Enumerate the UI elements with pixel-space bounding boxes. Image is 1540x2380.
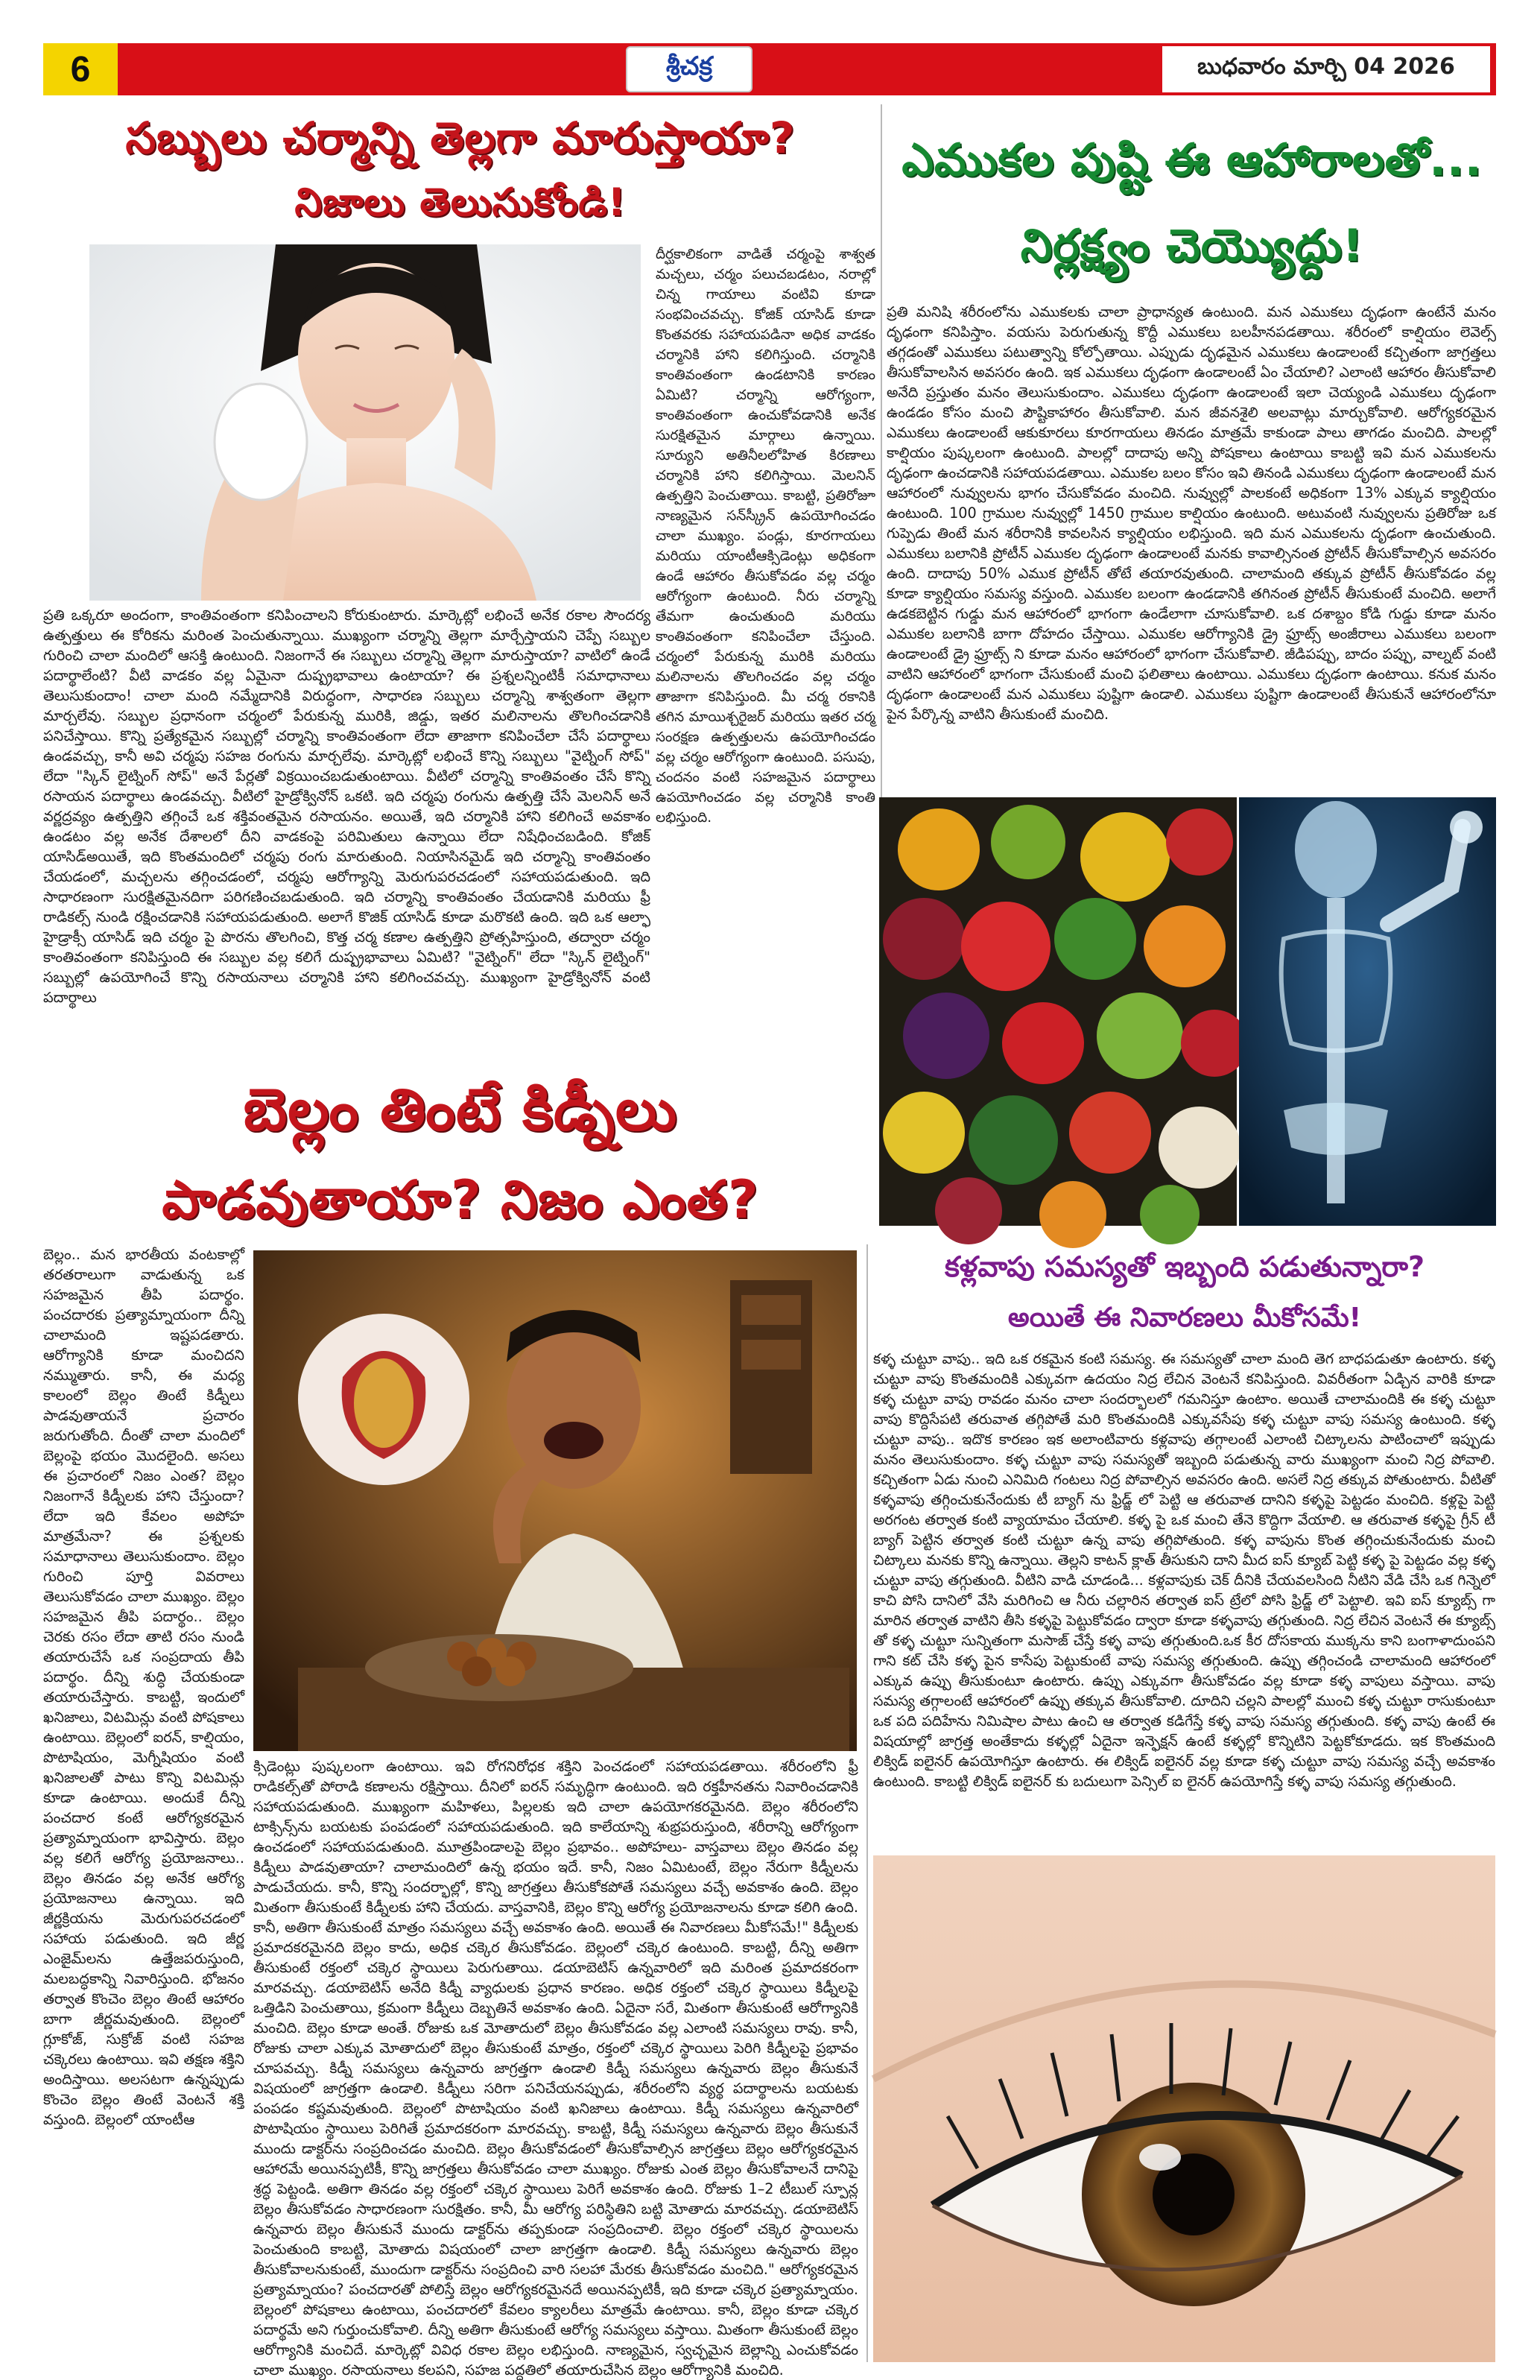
article4-body: కళ్ళ చుట్టూ వాపు.. ఇది ఒక రకమైన కంటి సమస్య. ఈ సమస్యతో చాలా మంది తెగ బాధపడుతూ ఉంటారు. కళ్ళ చుట్టూ వాపు కొంతమందికి ఎక్కువగా ఉదయం నిద్ర లేచిన వెంటనే కనిపిస్తుంది. వివరీతంగా ఏడ్చిన వారికి కూడా కళ్ళ చుట్టూ వాపు రావడం మనం చాలా సందర్భాలలో గమనిస్తూ ఉంటాం. అయితే చాలామందికి ఈ కళ్ళ చుట్టూ వాపు కొద్దిసేపటి తరువాత తగ్గిపోతే మరి కొంతమందికి ఎక్కువసేపు కళ్ళ చుట్టూ వాపు సమస్య ఉంటుంది. కళ్ళ చుట్టూ వాపు.. ఇదొక కారణం ఇక అలాంటివారు కళ్లవాపు తగ్గాలంటే ఎలాంటి చిట్కాలను పాటించాలో ఇప్పుడు మనం తెలుసుకుందాం. కళ్ళ చుట్టూ వాపు సమస్యతో ఇబ్బంది పడుతున్న వారు ముఖ్యంగా మంచి నిద్ర పోవాలి. కచ్చితంగా ఏడు నుంచి ఎనిమిది గంటలు నిద్ర పోవాల్సిన అవసరం ఉంది. అసలే నిద్ర తక్కువ పోతుంటారు. వీటితో కళ్ళవాపు తగ్గించుకునేందుకు టీ బ్యాగ్ ను ఫ్రిడ్జ్ లో పెట్టి ఆ తరువాత దానిని కళ్ళపై పెట్టడం మంచిది. కళ్లపై పెట్టి అరగంట తర్వాత కంటి వ్యాయామం చేయాలి. కళ్ళ పై ఒక మంచి తేనె కొద్దిగా వేయాలి. ఆ తరువాత కళ్ళపై గ్రీన్ టీ బ్యాగ్ పెట్టిన తర్వాత కంటి చుట్టూ ఉన్న వాపు తగ్గిపోతుంది. కళ్ళ వాపును కొంత తగ్గించుకునేందుకు మంచి చిట్కాలు మనకు కొన్ని ఉన్నాయి. తెల్లని కాటన్ క్లాత్ తీసుకుని దాని మీద ఐస్ క్యూబ్ పెట్టి కళ్ళ పై పెట్టడం వల్ల కళ్ళ చుట్టూ వాపు తగ్గుతుంది. వీటిని వాడి చూడండి... కళ్లవాపుకు చెక్ దీనికి చేయవలసింది నీటిని వేడి చేసి ఒక గిన్నెలో కాచి పోసి దానిలో వేసి మరిగించి ఆ నీరు చల్లారిన తర్వాత ఐస్ ట్రేలో పోసి ఫ్రిడ్జ్ లో పెట్టాలి. ఇవి ఐస్ క్యూబ్స్ గా మారిన తర్వాత వాటిని తీసి కళ్ళపై పెట్టుకోవడం ద్వారా కూడా కళ్ళవాపు తగ్గుతుంది. నిద్ర లేచిన వెంటనే ఈ క్యూబ్స్ తో కళ్ళ చుట్టూ సున్నితంగా మసాజ్ చేస్తే కళ్ళ వాపు తగ్గుతుంది.ఒక కీర దోసకాయ ముక్కను కాని బంగాళాదుంపని గాని కట్ చేసి కళ్ళ పైన కాసేపు పెట్టుకుంటే వాపు సమస్య తగ్గుతుంది. ఉప్పు తగ్గించండి చాలామంది ఆహారంలో ఎక్కువ ఉప్పు తీసుకుంటూ ఉంటారు. ఉప్పు ఎక్కువగా తీసుకోవడం వల్ల కూడా కళ్ళ వాపులు వస్తాయి. వాపు సమస్య తగ్గాలంటే ఆహారంలో ఉప్పు తక్కువ తీసుకోవాలి. దూదిని చల్లని పాలల్లో ముంచి కళ్ళ చుట్టూ రాసుకుంటూ ఒక పది పదిహేను నిమిషాల పాటు ఉంచి ఆ తర్వాత కడిగేస్తే కళ్ళ వాపు సమస్య తగ్గుతుంది. కళ్ళ వాపు ఉంటే ఈ విషయాల్లో జాగ్రత్త అంతేకాదు కళ్ళల్లో ఏదైనా ఇన్ఫెక్షన్ ఉంటే కళ్ళల్లో కొన్నిటిని పెట్టకోకూడదు. ఇక కొంతమంది లిక్విడ్ ఐలైనర్ ఉపయోగిస్తూ ఉంటారు. ఈ లిక్విడ్ ఐలైనర్ వల్ల కూడా కళ్ళ చుట్టూ వాపు సమస్య వచ్చే అవకాశం ఉంటుంది. కాబట్టి లిక్విడ్ ఐలైనర్ కు బదులుగా పెన్సిల్ ఐ లైనర్ ఉపయోగిస్తే కళ్ళ వాపు సమస్య తగ్గుతుంది.: [873, 1350, 1495, 1790]
column-divider: [866, 1244, 868, 2362]
article2-headline-line2: నిర్లక్ష్యం చెయ్యొద్దు!: [1020, 220, 1364, 272]
eye-closeup-photo: [873, 1855, 1495, 2362]
article2-headline-line1: ఎముకల పుష్టి ఈ ఆహారాలతో...: [901, 134, 1483, 186]
article1-body: ప్రతి ఒక్కరూ అందంగా, కాంతివంతంగా కనిపించాలని కోరుకుంటారు. మార్కెట్లో లభించే అనేక రకాల సౌందర్య ఉత్పత్తులు ఈ కోరికను మరింత పెంచుతున్నాయి. ముఖ్యంగా చర్మాన్ని తెల్లగా మార్చేస్తాయని చెప్పే సబ్బుల గురించి చాలా మందిలో ఆసక్తి ఉంటుంది. నిజంగానే ఈ సబ్బులు చర్మాన్ని తెల్లగా మారుస్తాయా? వాటిలో ఉండే పదార్థాలేంటి? వీటి వాడకం వల్ల ఏమైనా దుష్ప్రభావాలు ఉంటాయా? ఈ ప్రశ్నలన్నింటికీ సమాధానాలు తెలుసుకుందాం! చాలా మంది నమ్మేదానికి విరుద్ధంగా, సాధారణ సబ్బులు చర్మాన్ని శాశ్వతంగా తెల్లగా మార్చలేవు. సబ్బుల ప్రధానంగా చర్మంలో పేరుకున్న మురికి, జిడ్డు, ఇతర మలినాలను తొలగించడానికి పనిచేస్తాయి. కొన్ని ప్రత్యేకమైన సబ్బుల్లో చర్మాన్ని కాంతివంతంగా లేదా తాజాగా కనిపించేలా చేసే పదార్థాలు ఉండవచ్చు, కానీ అవి చర్మపు సహజ రంగును మార్చలేవు. మార్కెట్లో లభించే కొన్ని సబ్బులు "వైట్నింగ్ సోప్" లేదా "స్కిన్ లైట్నింగ్ సోప్" అనే పేర్లతో విక్రయించబడుతుంటాయి. వీటిలో చర్మాన్ని కాంతివంతం చేసే కొన్ని రసాయన పదార్థాలు ఉండవచ్చు. వీటిలో హైడ్రోక్వినోన్ ఒకటి. ఇది చర్మపు రంగును ఉత్పత్తి చేసే మెలనిన్ అనే వర్ణద్రవ్యం ఉత్పత్తిని తగ్గించే ఒక శక్తివంతమైన రసాయనం. అయితే, ఇది చర్మానికి హాని కలిగించే అవకాశం ఉండటం వల్ల అనేక దేశాలలో దీని వాడకంపై పరిమితులు ఉన్నాయి లేదా నిషేధించబడింది. కోజిక్ యాసిడ్‌అయితే, ఇది కొంతమందిలో చర్మపు రంగు మారుతుంది. నియాసినమైడ్ ఇది చర్మాన్ని కాంతివంతం చేయడంలో, మచ్చలను తగ్గించడంలో, చర్మపు ఆరోగ్యాన్ని మెరుగుపరచడంలో సహాయపడుతుంది. ఇది సాధారణంగా సురక్షితమైనదిగా పరిగణించబడుతుంది. ఇది చర్మాన్ని కాంతివంతం చేయడానికి మరియు ఫ్రీ రాడికల్స్ నుండి రక్షించడానికి సహాయపడుతుంది. అలాగే కొజిక్ యాసిడ్ కూడా మరొకటి ఉంది. ఇది ఒక ఆల్ఫా హైడ్రాక్సీ యాసిడ్ ఇది చర్మం పై పొరను తొలగించి, కొత్త చర్మ కణాల ఉత్పత్తిని ప్రోత్సహిస్తుంది, తద్వారా చర్మం కాంతివంతంగా కనిపిస్తుంది ఈ సబ్బుల వల్ల కలిగే దుష్ప్రభావాలు ఏమిటి? "వైట్నింగ్" లేదా "స్కిన్ లైట్నింగ్" సబ్బుల్లో ఉపయోగించే కొన్ని రసాయనాలు చర్మానికి హాని కలిగించవచ్చు. ముఖ్యంగా హైడ్రోక్వినోన్ వంటి పదార్థాలు: [43, 607, 650, 1006]
woman-with-soap-photo: [89, 244, 641, 601]
article1-side-column: దీర్ఘకాలికంగా వాడితే చర్మంపై శాశ్వత మచ్చలు, చర్మం పలుచబడటం, నరాల్లో చిన్న గాయాలు వంటివి కూడా సంభవించవచ్చు. కోజిక్ యాసిడ్ కూడా కొంతవరకు సహాయపడినా అధిక వాడకం చర్మానికి హాని కలిగిస్తుంది. చర్మానికి కాంతివంతంగా ఉండటానికి కారణం ఏమిటి? చర్మాన్ని ఆరోగ్యంగా, కాంతివంతంగా ఉంచుకోవడానికి అనేక సురక్షితమైన మార్గాలు ఉన్నాయి. సూర్యుని అతినీలలోహిత కిరణాలు చర్మానికి హాని కలిగిస్తాయి. మెలనిన్ ఉత్పత్తిని పెంచుతాయి. కాబట్టి, ప్రతిరోజూ నాణ్యమైన సన్‌స్క్రీన్ ఉపయోగించడం చాలా ముఖ్యం. పండ్లు, కూరగాయలు మరియు యాంటీఆక్సిడెంట్లు అధికంగా ఉండే ఆహారం తీసుకోవడం వల్ల చర్మం ఆరోగ్యంగా ఉంటుంది. నీరు చర్మాన్ని తేమగా ఉంచుతుంది మరియు కాంతివంతంగా కనిపించేలా చేస్తుంది. చర్మంలో పేరుకున్న మురికి మరియు మలినాలను తొలగించడం వల్ల చర్మం తాజాగా కనిపిస్తుంది. మీ చర్మ రకానికి తగిన మాయిశ్చరైజర్ మరియు ఇతర చర్మ సంరక్షణ ఉత్పత్తులను ఉపయోగించడం వల్ల చర్మం ఆరోగ్యంగా ఉంటుంది. పసుపు, చందనం వంటి సహజమైన పదార్థాలు ఉపయోగించడం వల్ల చర్మానికి కాంతి లభిస్తుంది.: [656, 247, 875, 826]
article4-headline-line2: అయితే ఈ నివారణలు మీకోసమే!: [1007, 1303, 1362, 1333]
vegetables-photo: [879, 797, 1237, 1226]
article3-headline-line1: బెల్లం తింటే కిడ్నీలు: [243, 1077, 678, 1144]
article4-headline-line1: కళ్లవాపు సమస్యతో ఇబ్బంది పడుతున్నారా?: [944, 1250, 1425, 1283]
article2-body: ప్రతి మనిషి శరీరంలోను ఎముకలకు చాలా ప్రాధాన్యత ఉంటుంది. మన ఎముకలు దృఢంగా ఉంటేనే మనం దృఢంగా కనిపిస్తాం. వయసు పెరుగుతున్న కొద్దీ ఎముకలు బలహీనపడతాయి. శరీరంలో కాల్షియం లెవెల్స్ తగ్గడంతో ఎముకలు పటుత్వాన్ని కోల్పోతాయి. ఎప్పుడు దృఢమైన ఎముకలు ఉండాలంటే కచ్చితంగా జాగ్రత్తలు తీసుకోవాలసిన అవసరం ఉంది. ఇక ఎముకలు దృఢంగా ఉండాలంటే ఏం చేయాలి? ఎలాంటి ఆహారం తీసుకోవాలి అనేది ప్రస్తుతం మనం తెలుసుకుందాం. ఎముకలు దృఢంగా ఉండాలంటే ఇలా చెయ్యండి ఎముకలు దృఢంగా ఉండడం కోసం మంచి పౌష్టికాహారం తీసుకోవాలి. మన జీవనశైలి అలవాట్లు మార్చుకోవాలి. ఆరోగ్యకరమైన ఎముకలు ఉండాలంటే ఆకుకూరలు కూరగాయలు తినడం మాత్రమే కాకుండా పాలు తాగడం మంచిది. పాలల్లో కాల్షియం పుష్కలంగా ఉంటుంది. పాలల్లో దాదాపు అన్ని పోషకాలు ఉంటాయి కాబట్టి ఇవి మన ఎముకలను దృఢంగా ఉంచడానికి సహాయపడతాయి. ఎముకల బలం కోసం ఇవి తినండి ఎముకలు దృఢంగా ఉండాలంటే మన ఆహారంలో నువ్వులను భాగం చేసుకోవడం మంచిది. నువ్వుల్లో పాలకంటే అధికంగా 13% ఎక్కువ క్యాల్షియం ఉంటుంది. 100 గ్రాముల నువ్వుల్లో 1450 గ్రాముల కాల్షియం ఉంటుంది. అటువంటి నువ్వులను ప్రతిరోజు ఒక గుప్పెడు తింటే మన శరీరానికి కావలసిన క్యాల్షియం లభిస్తుంది. ఇది మన ఎముకలను దృఢంగా ఉంచుతుంది. ఎముకలు బలానికి ప్రోటీన్ ఎముకల దృఢంగా ఉండాలంటే మనకు కావాల్సినంత ప్రోటీన్ తీసుకోవాల్సిన అవసరం ఉంది. దాదాపు 50% ఎముక ప్రోటీన్ తోటే తయారవుతుంది. చాలామంది తక్కువ ప్రోటీన్ తీసుకోవడం వల్ల కూడా క్యాల్షియం సమస్య వస్తుంది. ఎముకల బలంగా ఉండడానికి తగినంత ప్రోటీన్ తీసుకుంటే మంచిది. అలాగే ఉడకబెట్టిన గుడ్డు మన ఆహారంలో భాగంగా ఉండేలాగా చూసుకోవాలి. ఒక దశాబ్దం కోడి గుడ్డు కూడా మనం ఎముకల బలానికి బాగా దోహదం చేస్తాయి. ఎముకల ఆరోగ్యానికి డ్రై ఫ్రూట్స్ అంజీరాలు ఎముకలు బలంగా ఉండాలంటే డ్రై ఫ్రూట్స్ ని కూడా మనం ఆహారంలో భాగంగా చేసుకోవాలి. జీడిపప్పు, బాదం పప్పు, వాల్నట్ వంటి వాటిని ఆహారంలో భాగంగా చేసుకుంటే మంచి ఫలితాలు ఉంటాయి. ఎముకలు దృఢంగా ఉంటాయి. కనుక మనం దృఢంగా ఉండాలంటే మన ఎముకలు పుష్టిగా ఉండాలి. ఎముకలు పుష్టిగా ఉండాలంటే తీసుకునే ఆహారంలోనూ పైన పేర్కొన్న వాటిని తీసుకుంటే మంచిది.: [887, 303, 1496, 723]
article1-headline-line1: సబ్బులు చర్మాన్ని తెల్లగా మారుస్తాయా?: [125, 113, 796, 163]
issue-date: బుధవారం మార్చి 04 2026: [1162, 46, 1490, 92]
article1-headline-line2: నిజాలు తెలుసుకోండి!: [294, 180, 627, 225]
skeleton-xray-photo: [1239, 797, 1496, 1226]
page-number: 6: [43, 43, 118, 95]
article3-headline-line2: పాడవుతాయా? నిజం ఎంత?: [162, 1169, 759, 1230]
newspaper-logo: శ్రీచక్ర: [626, 46, 752, 92]
man-eating-jaggery-photo: [253, 1250, 857, 1751]
article3-left-column: బెల్లం.. మన భారతీయ వంటకాల్లో తరతరాలుగా వాడుతున్న ఒక సహజమైన తీపి పదార్థం. పంచదారకు ప్రత్యామ్నాయంగా దీన్ని చాలామంది ఇష్టపడతారు. ఆరోగ్యానికి కూడా మంచిదని నమ్ముతారు. కానీ, ఈ మధ్య కాలంలో బెల్లం తింటే కిడ్నీలు పాడవుతాయనే ప్రచారం జరుగుతోంది. దీంతో చాలా మందిలో బెల్లంపై భయం మొదలైంది. అసలు ఈ ప్రచారంలో నిజం ఎంత? బెల్లం నిజంగానే కిడ్నీలకు హాని చేస్తుందా? లేదా ఇది కేవలం అపోహ మాత్రమేనా? ఈ ప్రశ్నలకు సమాధానాలు తెలుసుకుందాం. బెల్లం గురించి పూర్తి వివరాలు తెలుసుకోవడం చాలా ముఖ్యం. బెల్లం సహజమైన తీపి పదార్థం.. బెల్లం చెరకు రసం లేదా తాటి రసం నుండి తయారుచేసే ఒక సంప్రదాయ తీపి పదార్థం. దీన్ని శుద్ధి చేయకుండా తయారుచేస్తారు. కాబట్టి, ఇందులో ఖనిజాలు, విటమిన్లు వంటి పోషకాలు ఉంటాయి. బెల్లంలో ఐరన్, కాల్షియం, పొటాషియం, మెగ్నీషియం వంటి ఖనిజాలతో పాటు కొన్ని విటమిన్లు కూడా ఉంటాయి. అందుకే దీన్ని పంచదార కంటే ఆరోగ్యకరమైన ప్రత్యామ్నాయంగా భావిస్తారు. బెల్లం వల్ల కలిగే ఆరోగ్య ప్రయోజనాలు.. బెల్లం తినడం వల్ల అనేక ఆరోగ్య ప్రయోజనాలు ఉన్నాయి. ఇది జీర్ణక్రియను మెరుగుపరచడంలో సహాయ పడుతుంది. ఇది జీర్ణ ఎంజైమ్‌లను ఉత్తేజపరుస్తుంది, మలబద్ధకాన్ని నివారిస్తుంది. భోజనం తర్వాత కొంచెం బెల్లం తింటే ఆహారం బాగా జీర్ణమవుతుంది. బెల్లంలో గ్లూకోజ్, సుక్రోజ్ వంటి సహజ చక్కెరలు ఉంటాయి. ఇవి తక్షణ శక్తిని అందిస్తాయి. అలసటగా ఉన్నప్పుడు కొంచెం బెల్లం తింటే వెంటనే శక్తి వస్తుంది. బెల్లంలో యాంటీఆ: [43, 1246, 244, 2128]
article3-body: క్సిడెంట్లు పుష్కలంగా ఉంటాయి. ఇవి రోగనిరోధక శక్తిని పెంచడంలో సహాయపడతాయి. శరీరంలోని ఫ్రీ రాడికల్స్‌తో పోరాడి కణాలను రక్షిస్తాయి. దీనిలో ఐరన్ సమృద్ధిగా ఉంటుంది. ఇది రక్తహీనతను నివారించడానికి సహాయపడుతుంది. ముఖ్యంగా మహిళలు, పిల్లలకు ఇది చాలా ఉపయోగకరమైనది. బెల్లం శరీరంలోని టాక్సిన్స్‌ను బయటకు పంపడంలో సహాయపడుతుంది. ఇది కాలేయాన్ని శుభ్రపరుస్తుంది, శరీరాన్ని ఆరోగ్యంగా ఉంచడంలో సహాయపడుతుంది. మూత్రపిండాలపై బెల్లం ప్రభావం.. అపోహలు- వాస్తవాలు బెల్లం తినడం వల్ల కిడ్నీలు పాడవుతాయా? చాలామందిలో ఉన్న భయం ఇదే. కానీ, నిజం ఏమిటంటే, బెల్లం నేరుగా కిడ్నీలను పాడుచేయదు. కానీ, కొన్ని సందర్భాల్లో, కొన్ని జాగ్రత్తలు తీసుకోకపోతే సమస్యలు వచ్చే అవకాశం ఉంది. బెల్లం మితంగా తీసుకుంటే కిడ్నీలకు హాని చేయదు. వాస్తవానికి, బెల్లం కొన్ని ఆరోగ్య ప్రయోజనాలను కూడా కలిగి ఉంది. కానీ, అతిగా తీసుకుంటే మాత్రం సమస్యలు వచ్చే అవకాశం ఉంది. అయితే ఈ నివారణలు మీకోసమే!" కిడ్నీలకు ప్రమాదకరమైనది బెల్లం కాదు, అధిక చక్కెర తీసుకోవడం. బెల్లంలో చక్కెర ఉంటుంది. కాబట్టి, దీన్ని అతిగా తీసుకుంటే రక్తంలో చక్కెర స్థాయిలు పెరుగుతాయి. డయాబెటిస్ ఉన్నవారిలో ఇది మరింత ప్రమాదకరంగా మారవచ్చు. డయాబెటిస్ అనేది కిడ్నీ వ్యాధులకు ప్రధాన కారణం. అధిక రక్తంలో చక్కెర స్థాయిలు కిడ్నీలపై ఒత్తిడిని పెంచుతాయి, క్రమంగా కిడ్నీలు దెబ్బతినే అవకాశం ఉంది. ఏదైనా సరే, మితంగా తీసుకుంటే ఆరోగ్యానికి మంచిది. బెల్లం కూడా అంతే. రోజుకు ఒక మోతాదులో బెల్లం తీసుకోవడం వల్ల ఎలాంటి సమస్యలు రావు. కానీ, రోజుకు చాలా ఎక్కువ మోతాదులో బెల్లం తీసుకుంటే మాత్రం, రక్తంలో చక్కెర స్థాయిలు పెరిగి కిడ్నీలపై ప్రభావం చూపవచ్చు. కిడ్నీ సమస్యలు ఉన్నవారు జాగ్రత్తగా ఉండాలి కిడ్నీ సమస్యలు ఉన్నవారు బెల్లం తీసుకునే విషయంలో జాగ్రత్తగా ఉండాలి. కిడ్నీలు సరిగా పనిచేయనప్పుడు, శరీరంలోని వ్యర్థ పదార్థాలను బయటకు పంపడం కష్టమవుతుంది. బెల్లంలో పొటాషియం వంటి ఖనిజాలు ఉంటాయి. కిడ్నీ సమస్యలు ఉన్నవారిలో పొటాషియం స్థాయిలు పెరిగితే ప్రమాదకరంగా మారవచ్చు. కాబట్టి, కిడ్నీ సమస్యలు ఉన్నవారు బెల్లం తీసుకునే ముందు డాక్టర్‌ను సంప్రదించడం మంచిది. బెల్లం తీసుకోవడంలో తీసుకోవాల్సిన జాగ్రత్తలు బెల్లం ఆరోగ్యకరమైన ఆహారమే అయినప్పటికీ, కొన్ని జాగ్రత్తలు తీసుకోవడం చాలా ముఖ్యం. రోజుకు ఎంత బెల్లం తీసుకోవాలనే దానిపై శ్రద్ధ పెట్టండి. అతిగా తినడం వల్ల రక్తంలో చక్కెర స్థాయిలు పెరిగే అవకాశం ఉంది. రోజుకు 1–2 టీబుల్ స్పూన్ల బెల్లం తీసుకోవడం సాధారణంగా సురక్షితం. కానీ, మీ ఆరోగ్య పరిస్థితిని బట్టి మోతాదు మారవచ్చు. డయాబెటిస్ ఉన్నవారు బెల్లం తీసుకునే ముందు డాక్టర్‌ను తప్పకుండా సంప్రదించాలి. బెల్లం రక్తంలో చక్కెర స్థాయిలను పెంచుతుంది కాబట్టి, మోతాదు విషయంలో చాలా జాగ్రత్తగా ఉండాలి. కిడ్నీ సమస్యలు ఉన్నవారు బెల్లం తీసుకోవాలనుకుంటే, ముందుగా డాక్టర్‌ను సంప్రదించి వారి సలహా మేరకు తీసుకోవడం మంచిది." ఆరోగ్యకరమైన ప్రత్యామ్నాయం? పంచదారతో పోలిస్తే బెల్లం ఆరోగ్యకరమైనదే అయినప్పటికీ, ఇది కూడా చక్కెర ప్రత్యామ్నాయం. బెల్లంలో పోషకాలు ఉంటాయి, పంచదారలో కేవలం క్యాలరీలు మాత్రమే ఉంటాయి. కానీ, బెల్లం కూడా చక్కెర పదార్థమే అని గుర్తుంచుకోవాలి. దీన్ని అతిగా తీసుకుంటే ఆరోగ్య సమస్యలు వస్తాయి. మితంగా తీసుకుంటే బెల్లం ఆరోగ్యానికి మంచిదే. మార్కెట్లో వివిధ రకాల బెల్లం లభిస్తుంది. నాణ్యమైన, స్వచ్ఛమైన బెల్లాన్ని ఎంచుకోవడం చాలా ముఖ్యం. రసాయనాలు కలపని, సహజ పద్ధతిలో తయారుచేసిన బెల్లం ఆరోగ్యానికి మంచిది.: [253, 1758, 858, 2379]
